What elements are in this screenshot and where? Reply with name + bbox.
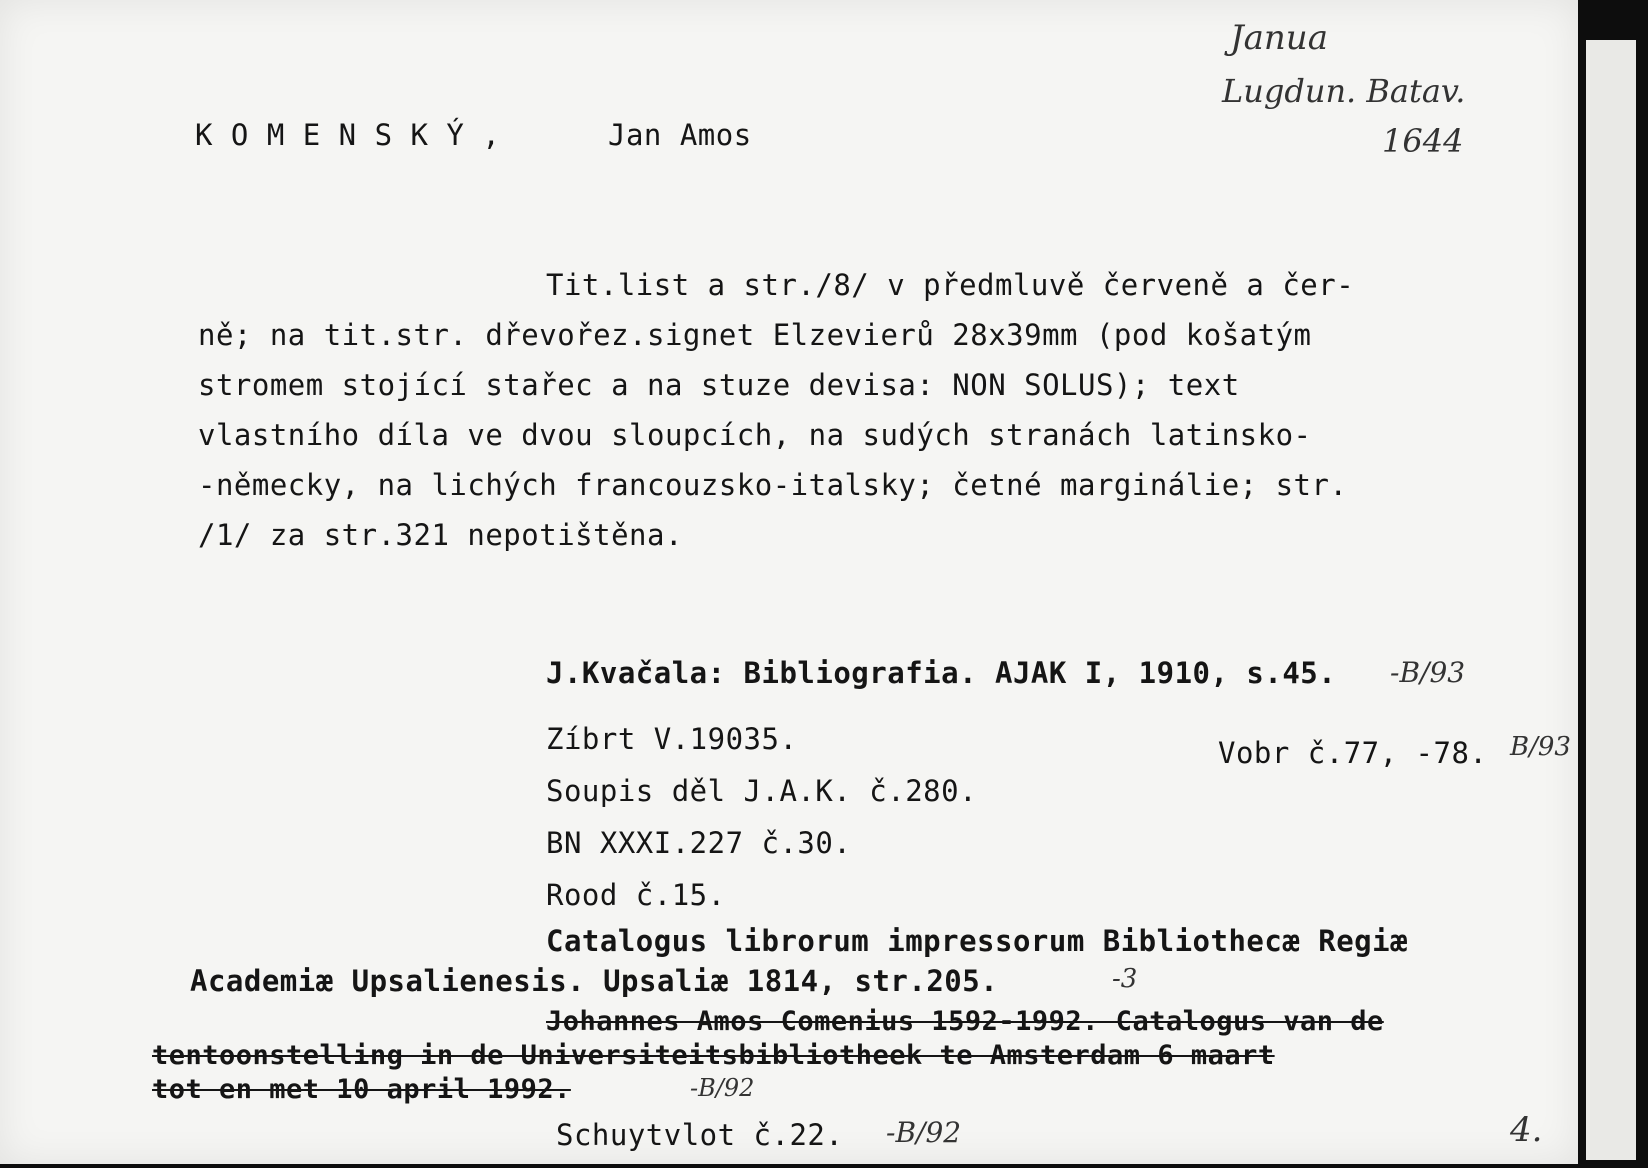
author-given-name: Jan Amos xyxy=(608,118,752,152)
handwritten-title: Janua xyxy=(1230,18,1328,58)
description-line-1: Tit.list a str./8/ v předmluvě červeně a čer- xyxy=(546,268,1355,302)
reference-catalogus-mark: -3 xyxy=(1112,964,1138,994)
reference-kvacala-mark: -B/93 xyxy=(1390,656,1466,689)
reference-rood: Rood č.15. xyxy=(546,878,726,912)
reference-bn: BN XXXI.227 č.30. xyxy=(546,826,852,860)
scan-edge xyxy=(1578,0,1648,1168)
reference-struck-line-3: tot en met 10 april 1992. xyxy=(152,1074,571,1105)
description-line-2: ně; na tit.str. dřevořez.signet Elzevierů 28x39mm (pod košatým xyxy=(198,318,1312,352)
reference-struck-line-2: tentoonstelling in de Universiteitsbibliotheek te Amsterdam 6 maart xyxy=(152,1040,1275,1071)
handwritten-place: Lugdun. Batav. xyxy=(1222,72,1466,110)
reference-catalogus-line-2: Academiæ Upsalienesis. Upsaliæ 1814, str.205. xyxy=(190,964,999,998)
reference-zibrt: Zíbrt V.19035. xyxy=(546,722,798,756)
reference-vobr-mark: B/93 xyxy=(1510,732,1571,762)
description-line-4: vlastního díla ve dvou sloupcích, na sudých stranách latinsko- xyxy=(198,418,1312,452)
reference-soupis: Soupis děl J.A.K. č.280. xyxy=(546,774,978,808)
reference-kvacala: J.Kvačala: Bibliografia. AJAK I, 1910, s.45. xyxy=(546,656,1337,690)
scan-edge-strip xyxy=(1586,40,1636,1160)
description-line-6: /1/ za str.321 nepotištěna. xyxy=(198,518,683,552)
handwritten-year: 1644 xyxy=(1382,122,1464,160)
author-surname: K O M E N S K Ý , xyxy=(195,118,501,152)
reference-struck-mark: -B/92 xyxy=(690,1074,755,1102)
reference-schuytvlot: Schuytvlot č.22. xyxy=(556,1118,844,1152)
description-line-3: stromem stojící stařec a na stuze devisa: NON SOLUS); text xyxy=(198,368,1240,402)
reference-vobr: Vobr č.77, -78. xyxy=(1218,736,1488,770)
card-number: 4. xyxy=(1510,1110,1543,1150)
reference-catalogus-line-1: Catalogus librorum impressorum Bibliothecæ Regiæ xyxy=(546,924,1409,958)
reference-struck-line-1: Johannes Amos Comenius 1592-1992. Catalogus van de xyxy=(546,1006,1384,1037)
reference-schuytvlot-mark: -B/92 xyxy=(886,1116,962,1149)
description-line-5: -německy, na lichých francouzsko-italsky; četné marginálie; str. xyxy=(198,468,1348,502)
